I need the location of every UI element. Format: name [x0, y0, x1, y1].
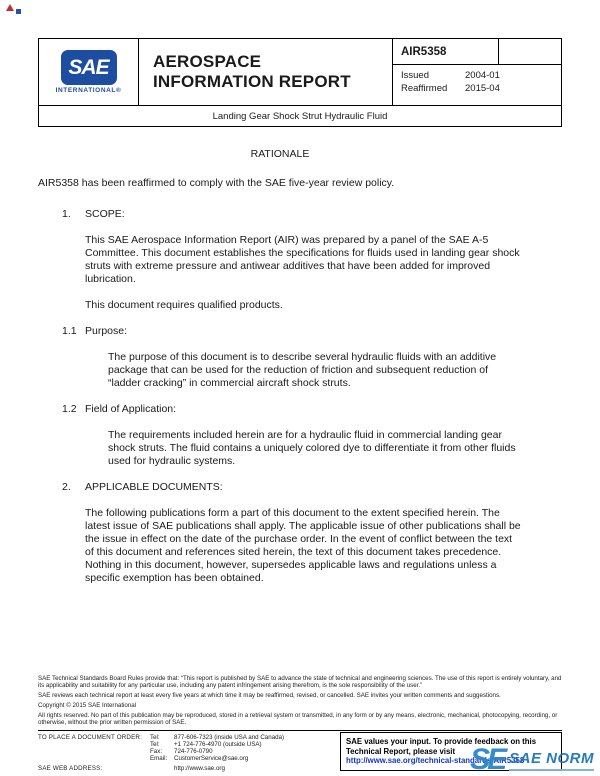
section-paragraph: This SAE Aerospace Information Report (AIR) was prepared by a panel of the SAE A-5 Committee. This document establishes the specifications for fluids used in landing gear shock struts with extreme pressure and antiwear additives that have been added for improved lubrication. — [85, 234, 520, 285]
section-title: Purpose: — [85, 325, 128, 337]
contact-value: CustomerService@sae.org — [174, 755, 249, 763]
web-address-row — [38, 765, 340, 772]
footer-disclaimer: SAE Technical Standards Board Rules provide that: “This report is published by SAE to advance the state of technical and engineering sciences. The use of this report is entirely voluntary, and its applicability and suitability for any particular use, including any patent infringement arising therefrom, is the sole responsibility of the user.” — [38, 675, 562, 689]
section-heading — [62, 208, 522, 221]
saenorm-watermark — [470, 745, 594, 775]
section-number: 2. — [62, 481, 71, 493]
issued-row — [401, 70, 561, 81]
section-paragraph: The purpose of this document is to describe several hydraulic fluids with an additive package that can be used for the reduction of friction and subsequent reduction of “ladder cracking” in commercial aircraft shock struts. — [108, 351, 497, 389]
section-title: Field of Application: — [85, 403, 177, 415]
section-number: 1.1 — [62, 325, 77, 337]
document-body — [38, 148, 522, 598]
section-title: APPLICABLE DOCUMENTS: — [85, 481, 223, 493]
scan-artifact-icon — [6, 4, 14, 11]
document-dates — [393, 65, 561, 105]
section-heading — [62, 481, 522, 494]
footer-rights: All rights reserved. No part of this publication may be reproduced, stored in a retrieval system or transmitted, in any form or by any means, electronic, mechanical, photocopying, recording, or otherwise, without the prior written permission of SAE. — [38, 711, 558, 726]
feedback-link[interactable]: http://www.sae.org/technical-standards/AIR5358 — [346, 756, 525, 766]
order-label — [38, 755, 150, 762]
contact-key: Tel: — [150, 734, 160, 742]
footer-copyright: Copyright © 2015 SAE International — [38, 701, 137, 709]
issued-date: 2004-01 — [465, 70, 500, 81]
order-row — [38, 734, 340, 741]
section-paragraph: The following publications form a part of this document to the extent specified herein. The latest issue of SAE publications shall apply. The applicable issue of other publications shall be the issue in effect on the date of the purchase order. In the event of conflict between the text of this document and references sited herein, the text of this document takes precedence. Nothing in this document, however, supersedes applicable laws and regulations unless a specific exemption has been obtained. — [85, 507, 521, 584]
order-label: TO PLACE A DOCUMENT ORDER: — [38, 734, 142, 742]
sae-logo-subtext: INTERNATIONAL® — [55, 87, 122, 94]
scan-artifact-icon — [16, 9, 21, 14]
contact-value: 724-776-0790 — [174, 748, 213, 756]
web-address-label: SAE WEB ADDRESS: — [38, 765, 103, 773]
contact-key: Tel: — [150, 741, 160, 749]
sae-web-link[interactable]: http://www.sae.org — [174, 765, 225, 773]
rationale-text: AIR5358 has been reaffirmed to comply with the SAE five-year review policy. — [38, 177, 395, 189]
sae-logo — [39, 39, 139, 105]
header-table — [38, 38, 562, 106]
order-label — [38, 748, 150, 755]
order-row — [38, 741, 340, 748]
section-number: 1. — [62, 208, 71, 220]
section-paragraph: This document requires qualified products. — [85, 299, 283, 311]
report-type-line1: AEROSPACE — [153, 51, 262, 71]
section-paragraph: The requirements included herein are for a hydraulic fluid in commercial landing gear shock struts. The fluid contains a uniquely colored dye to differentiate it from other fluids used for hydraulic systems. — [108, 429, 516, 467]
saenorm-logo-icon: SE — [470, 743, 505, 776]
contact-key — [150, 765, 174, 772]
reaffirmed-row — [401, 83, 561, 94]
report-type-cell — [139, 39, 393, 105]
contact-value: 877-606-7323 (inside USA and Canada) — [174, 734, 285, 742]
section-title: SCOPE: — [85, 208, 125, 220]
contact-key: Email: — [150, 755, 168, 763]
reaffirmed-date: 2015-04 — [465, 83, 500, 94]
document-header — [38, 38, 562, 127]
contact-key: Fax: — [150, 748, 163, 756]
section-heading — [62, 325, 522, 338]
header-empty-cell — [499, 39, 561, 64]
sections — [62, 208, 522, 585]
header-right-cell — [393, 39, 561, 105]
order-label — [38, 741, 150, 748]
order-row — [38, 748, 340, 755]
sae-logo-icon: SAE — [61, 50, 117, 85]
reaffirmed-label: Reaffirmed — [401, 83, 448, 94]
document-number: AIR5358 — [393, 39, 499, 64]
contact-value: +1 724-776-4970 (outside USA) — [174, 741, 262, 749]
footer-disclaimer: SAE reviews each technical report at least every five years at which time it may be reaffirmed, revised, or cancelled. SAE invites your written comments and suggestions. — [38, 691, 501, 699]
report-type-line2: INFORMATION REPORT — [153, 72, 351, 91]
doc-number-row — [393, 39, 561, 65]
order-row — [38, 755, 340, 762]
section-number: 1.2 — [62, 403, 77, 415]
issued-label: Issued — [401, 70, 429, 81]
order-info — [38, 734, 340, 772]
document-title: Landing Gear Shock Strut Hydraulic Fluid — [38, 106, 562, 127]
feedback-text: SAE values your input. To provide feedback on this Technical Report, please visit — [346, 737, 537, 756]
saenorm-logo-text: SAE NORM — [509, 750, 594, 771]
report-type-title — [153, 52, 351, 92]
rationale-heading: RATIONALE — [250, 148, 310, 160]
section-heading — [62, 403, 522, 416]
